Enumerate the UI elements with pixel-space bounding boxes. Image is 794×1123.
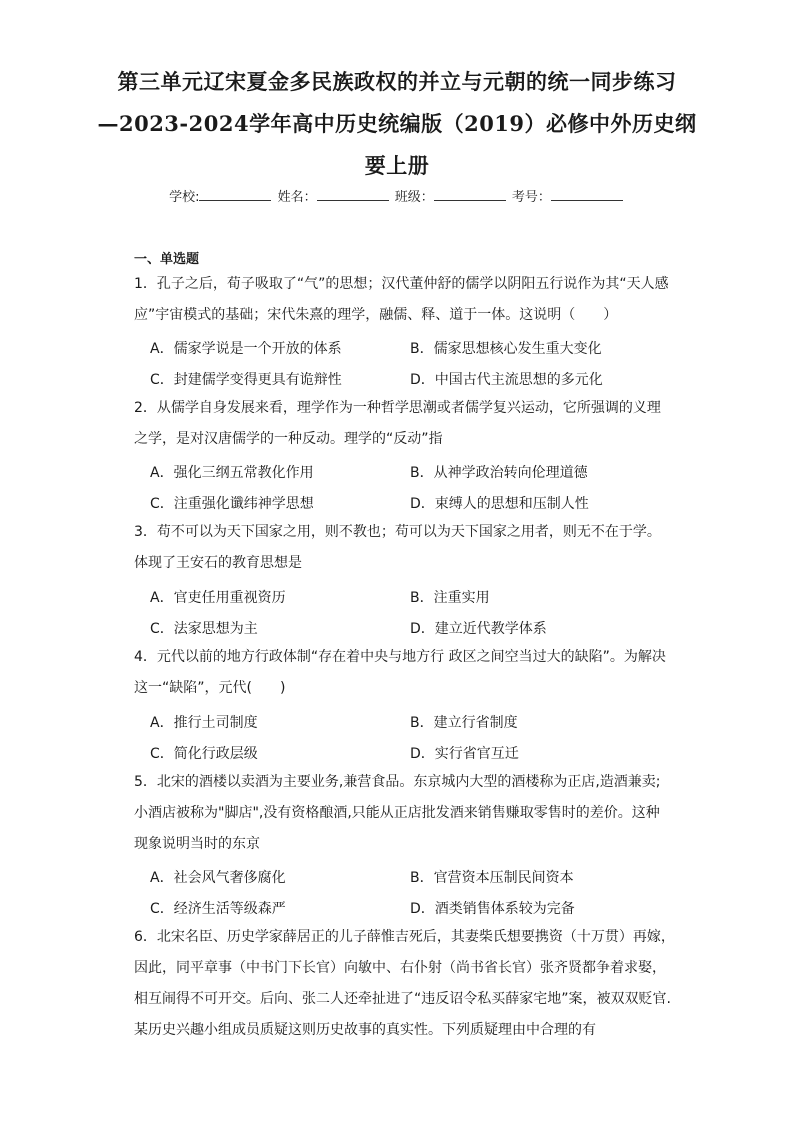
school-label: 学校: bbox=[169, 190, 200, 205]
question-text-line: 2．从儒学自身发展来看，理学作为一种哲学思潮或者儒学复兴运动，它所强调的义理 bbox=[134, 400, 661, 416]
q5-option-d[interactable]: D．酒类销售体系较为完备 bbox=[410, 901, 575, 917]
q4-option-a[interactable]: A．推行土司制度 bbox=[150, 715, 258, 731]
question-text-line: 6．北宋名臣、历史学家薛居正的儿子薛惟吉死后，其妻柴氏想要携资（十万贯）再嫁， bbox=[134, 929, 675, 945]
question-text-line: 相互闹得不可开交。后向、张二人还牵扯进了“违反诏令私买薛家宅地”案，被双双贬官. bbox=[134, 991, 671, 1007]
question-3 bbox=[134, 517, 664, 579]
question-1 bbox=[134, 269, 669, 331]
title-line-2: —2023-2024学年高中历史统编版（2019）必修中外历史纲 bbox=[97, 111, 697, 136]
exam-number-label: 考号： bbox=[511, 190, 551, 205]
q3-option-a[interactable]: A．官吏任用重视资历 bbox=[150, 590, 286, 606]
q1-option-b[interactable]: B．儒家思想核心发生重大变化 bbox=[410, 341, 602, 357]
q3-option-c[interactable]: C．法家思想为主 bbox=[150, 621, 258, 637]
q1-option-a[interactable]: A．儒家学说是一个开放的体系 bbox=[150, 341, 342, 357]
question-text-line: 3．苟不可以为天下国家之用，则不教也；苟可以为天下国家之用者，则无不在于学。 bbox=[134, 524, 661, 540]
name-label: 姓名： bbox=[277, 190, 317, 205]
question-6 bbox=[134, 922, 675, 1046]
exam-number-blank[interactable] bbox=[551, 187, 623, 201]
q4-option-c[interactable]: C．简化行政层级 bbox=[150, 746, 258, 762]
section-heading: 一、单选题 bbox=[134, 252, 200, 267]
question-4 bbox=[134, 642, 664, 704]
question-text-line: 因此，同平章事（中书门下长官）向敏中、右仆射（尚书省长官）张齐贤都争着求娶， bbox=[134, 960, 666, 976]
question-text-line: 某历史兴趣小组成员质疑这则历史故事的真实性。下列质疑理由中合理的有 bbox=[134, 1022, 596, 1038]
q3-option-b[interactable]: B．注重实用 bbox=[410, 590, 490, 606]
class-label: 班级： bbox=[394, 190, 434, 205]
question-text-line: 4．元代以前的地方行政体制“存在着中央与地方行 政区之间空当过大的缺陷”。为解决 bbox=[134, 649, 666, 665]
question-text-line: 5．北宋的酒楼以卖酒为主要业务,兼营食品。东京城内大型的酒楼称为正店,造酒兼卖; bbox=[134, 774, 661, 790]
title-line-3: 要上册 bbox=[364, 153, 430, 178]
question-5 bbox=[134, 767, 664, 860]
question-text-line: 之学，是对汉唐儒学的一种反动。理学的“反动”指 bbox=[134, 431, 443, 447]
question-text-line: 小酒店被称为"脚店",没有资格酿酒,只能从正店批发酒来销售赚取零售时的差价。这种 bbox=[134, 805, 660, 821]
q4-option-b[interactable]: B．建立行省制度 bbox=[410, 715, 518, 731]
q5-option-a[interactable]: A．社会风气奢侈腐化 bbox=[150, 870, 286, 886]
question-text-line: 1．孔子之后，荀子吸取了“气”的思想；汉代董仲舒的儒学以阴阳五行说作为其“天人感 bbox=[134, 276, 669, 292]
question-2 bbox=[134, 393, 664, 455]
q2-option-c[interactable]: C．注重强化谶纬神学思想 bbox=[150, 496, 314, 512]
question-text-line: 这一“缺陷”，元代( ) bbox=[134, 680, 286, 696]
school-blank[interactable] bbox=[199, 187, 271, 201]
name-blank[interactable] bbox=[317, 187, 389, 201]
question-text-line: 应”宇宙模式的基础；宋代朱熹的理学，融儒、释、道于一体。这说明（ ） bbox=[134, 307, 618, 323]
q1-option-c[interactable]: C．封建儒学变得更具有诡辩性 bbox=[150, 372, 342, 388]
q2-option-d[interactable]: D．束缚人的思想和压制人性 bbox=[410, 496, 589, 512]
class-blank[interactable] bbox=[434, 187, 506, 201]
title-line-1: 第三单元辽宋夏金多民族政权的并立与元朝的统一同步练习 bbox=[117, 69, 677, 94]
q4-option-d[interactable]: D．实行省官互迁 bbox=[410, 746, 519, 762]
question-text-line: 体现了王安石的教育思想是 bbox=[134, 555, 302, 571]
q5-option-c[interactable]: C．经济生活等级森严 bbox=[150, 901, 286, 917]
question-text-line: 现象说明当时的东京 bbox=[134, 836, 260, 852]
q1-option-d[interactable]: D．中国古代主流思想的多元化 bbox=[410, 372, 603, 388]
q3-option-d[interactable]: D．建立近代教学体系 bbox=[410, 621, 547, 637]
q2-option-b[interactable]: B．从神学政治转向伦理道德 bbox=[410, 465, 588, 481]
student-info-row bbox=[0, 186, 794, 205]
q5-option-b[interactable]: B．官营资本压制民间资本 bbox=[410, 870, 574, 886]
q2-option-a[interactable]: A．强化三纲五常教化作用 bbox=[150, 465, 314, 481]
